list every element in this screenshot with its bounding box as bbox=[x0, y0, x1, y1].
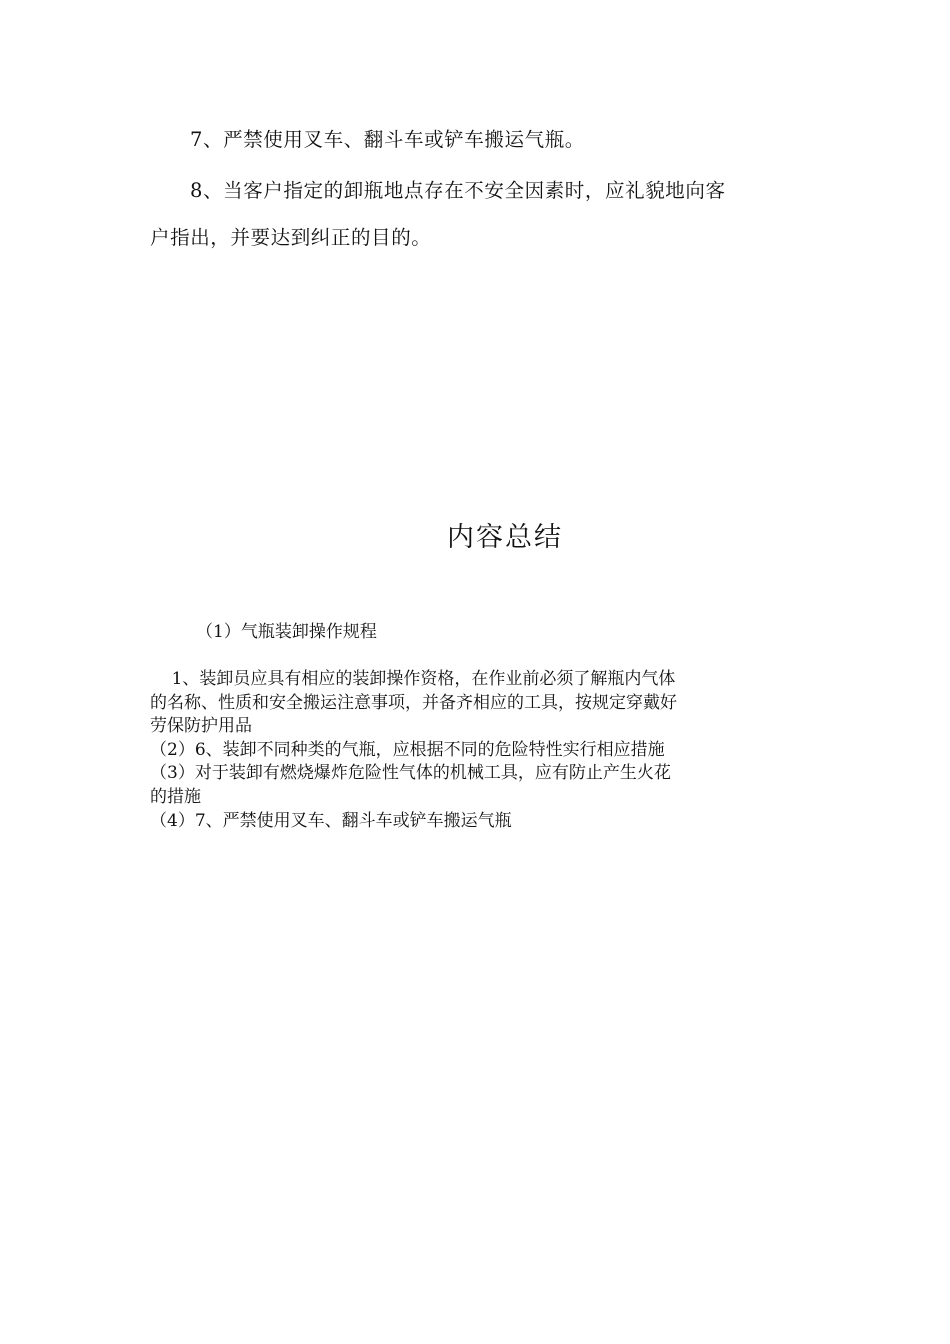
summary-line: 的名称、性质和安全搬运注意事项，并备齐相应的工具，按规定穿戴好 bbox=[150, 692, 677, 713]
summary-line: 的措施 bbox=[150, 786, 201, 807]
summary-line: （2）6、装卸不同种类的气瓶，应根据不同的危险特性实行相应措施 bbox=[150, 739, 665, 760]
body-item-8-line-1 bbox=[150, 167, 795, 214]
body-item-7 bbox=[150, 116, 795, 163]
summary-body bbox=[150, 668, 800, 833]
summary-line: （3）对于装卸有燃烧爆炸危险性气体的机械工具，应有防止产生火花 bbox=[150, 763, 671, 784]
body-item-8-text-2: 户指出，并要达到纠正的目的。 bbox=[150, 226, 432, 249]
body-item-8-line-2 bbox=[150, 214, 795, 261]
summary-line: 劳保防护用品 bbox=[150, 716, 252, 737]
summary-subtitle: （1）气瓶装卸操作规程 bbox=[196, 622, 377, 642]
body-item-8-text-1: 8、当客户指定的卸瓶地点存在不安全因素时，应礼貌地向客 bbox=[190, 179, 726, 202]
summary-title: 内容总结 bbox=[447, 522, 563, 553]
body-item-7-text: 7、严禁使用叉车、翻斗车或铲车搬运气瓶。 bbox=[190, 128, 585, 151]
summary-line: 1、装卸员应具有相应的装卸操作资格，在作业前必须了解瓶内气体 bbox=[150, 669, 676, 689]
summary-line: （4）7、严禁使用叉车、翻斗车或铲车搬运气瓶 bbox=[150, 810, 512, 831]
